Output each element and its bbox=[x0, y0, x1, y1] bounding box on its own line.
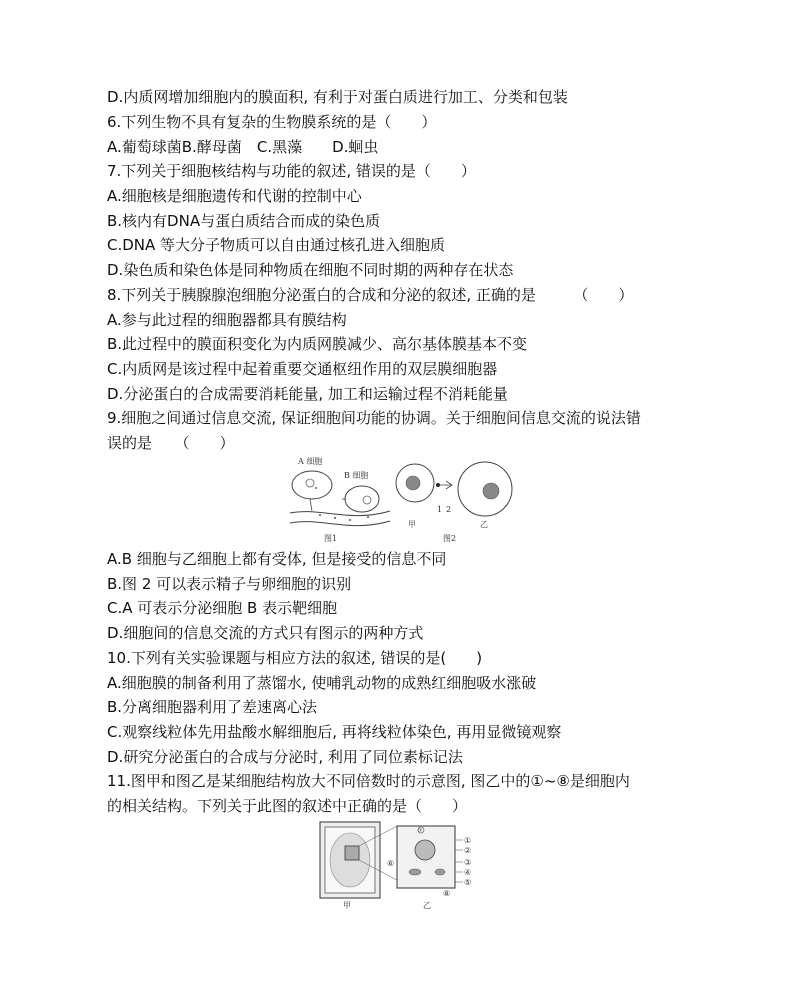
option-7d: D.染色质和染色体是同种物质在细胞不同时期的两种存在状态 bbox=[107, 261, 514, 279]
option-7a: A.细胞核是细胞遗传和代谢的控制中心 bbox=[107, 187, 362, 205]
option-10b: B.分离细胞器利用了差速离心法 bbox=[107, 698, 318, 716]
fig11-num-7: ⑦ bbox=[418, 828, 423, 834]
fig11-num-6: ⑥ bbox=[387, 859, 395, 868]
option-10d: D.研究分泌蛋白的合成与分泌时, 利用了同位素标记法 bbox=[107, 748, 463, 766]
option-8a: A.参与此过程的细胞器都具有膜结构 bbox=[107, 311, 347, 329]
question-9-line1: 9.细胞之间通过信息交流, 保证细胞间功能的协调。关于细胞间信息交流的说法错 bbox=[107, 409, 641, 427]
question-11-line1: 11.图甲和图乙是某细胞结构放大不同倍数时的示意图, 图乙中的①~⑧是细胞内 bbox=[107, 772, 630, 790]
figure-cell-communication bbox=[280, 455, 520, 545]
fig9-caption-1: 图1 bbox=[324, 534, 338, 543]
figure-cell-structure bbox=[315, 820, 495, 910]
question-7: 7.下列关于细胞核结构与功能的叙述, 错误的是（ ） bbox=[107, 162, 476, 180]
option-8b: B.此过程中的膜面积变化为内质网膜减少、高尔基体膜基本不变 bbox=[107, 335, 528, 353]
fig11-num-4: ④ bbox=[464, 868, 472, 877]
option-9b: B.图 2 可以表示精子与卵细胞的识别 bbox=[107, 575, 352, 593]
fig11-num-3: ③ bbox=[464, 858, 472, 867]
fig11-num-2: ② bbox=[464, 846, 472, 855]
option-5d: D.内质网增加细胞内的膜面积, 有利于对蛋白质进行加工、分类和包装 bbox=[107, 88, 568, 106]
fig11-label-jia: 甲 bbox=[343, 901, 351, 910]
fig9-label-2: 2 bbox=[446, 505, 452, 514]
option-10a: A.细胞膜的制备利用了蒸馏水, 使哺乳动物的成熟红细胞吸水涨破 bbox=[107, 674, 537, 692]
option-10c: C.观察线粒体先用盐酸水解细胞后, 再将线粒体染色, 再用显微镜观察 bbox=[107, 723, 562, 741]
fig9-label-1: 1 bbox=[437, 505, 443, 514]
option-8d: D.分泌蛋白的合成需要消耗能量, 加工和运输过程不消耗能量 bbox=[107, 385, 508, 403]
options-6: A.葡萄球菌B.酵母菌 C.黑藻 D.蛔虫 bbox=[107, 138, 379, 156]
option-8c: C.内质网是该过程中起着重要交通枢纽作用的双层膜细胞器 bbox=[107, 360, 498, 378]
option-9d: D.细胞间的信息交流的方式只有图示的两种方式 bbox=[107, 624, 424, 642]
fig11-num-8: ⑧ bbox=[443, 889, 451, 898]
fig9-label-a: A 细胞 bbox=[298, 457, 323, 466]
fig9-label-b: B 细胞 bbox=[344, 471, 369, 480]
question-8: 8.下列关于胰腺腺泡细胞分泌蛋白的合成和分泌的叙述, 正确的是 （ ） bbox=[107, 286, 634, 304]
question-6: 6.下列生物不具有复杂的生物膜系统的是（ ） bbox=[107, 113, 437, 131]
question-9-line2: 误的是 （ ） bbox=[107, 434, 235, 452]
option-7c: C.DNA 等大分子物质可以自由通过核孔进入细胞质 bbox=[107, 236, 446, 254]
fig9-caption-2: 图2 bbox=[443, 534, 457, 543]
option-9c: C.A 可表示分泌细胞 B 表示靶细胞 bbox=[107, 599, 338, 617]
fig11-num-1: ① bbox=[464, 836, 472, 845]
fig11-label-yi: 乙 bbox=[423, 901, 431, 910]
option-9a: A.B 细胞与乙细胞上都有受体, 但是接受的信息不同 bbox=[107, 550, 447, 568]
fig11-num-5: ⑤ bbox=[464, 878, 472, 887]
fig9-label-yi: 乙 bbox=[480, 520, 488, 529]
question-11-line2: 的相关结构。下列关于此图的叙述中正确的是（ ） bbox=[107, 797, 468, 815]
fig9-label-jia: 甲 bbox=[408, 520, 416, 529]
question-10: 10.下列有关实验课题与相应方法的叙述, 错误的是( ) bbox=[107, 649, 483, 667]
option-7b: B.核内有DNA与蛋白质结合而成的染色质 bbox=[107, 212, 381, 230]
